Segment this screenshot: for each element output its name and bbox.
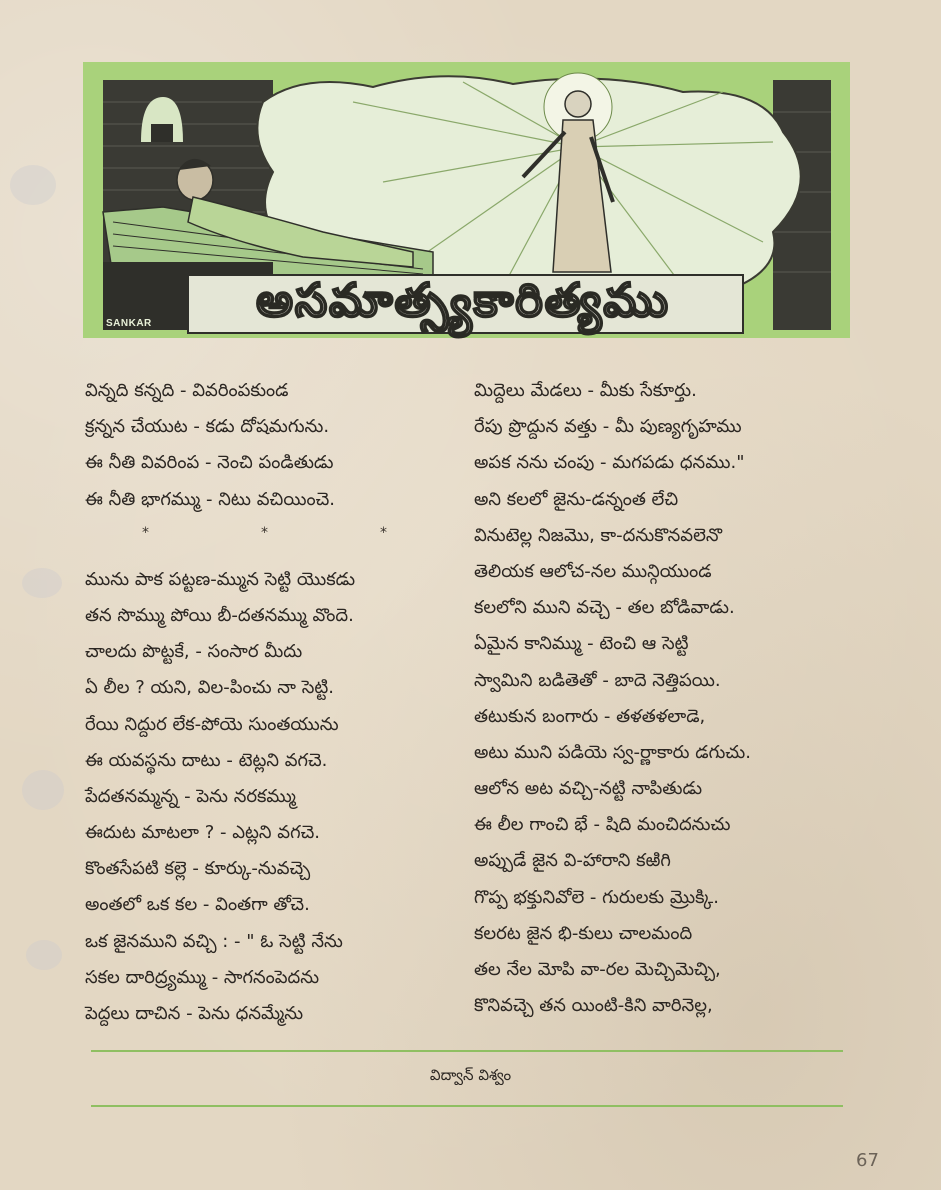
footer-rule-bottom <box>91 1105 843 1107</box>
section-separator <box>142 518 387 548</box>
poem-line: కలలోని ముని వచ్చె - తల బోడివాడు. <box>474 597 735 619</box>
separator-star: * <box>261 524 268 541</box>
poem-line: ఈదుట మాటలా ? - ఎట్లని వగచె. <box>85 822 320 844</box>
poem-left-column <box>85 373 465 1032</box>
paper-stain <box>22 770 64 810</box>
poem-line: మిద్దెలు మేడలు - మీకు సేకూర్తు. <box>474 380 697 401</box>
poem-line: తెలియక ఆలోచ-నల మున్గియుండ <box>474 560 712 582</box>
author-name: విద్వాన్ విశ్వం <box>429 1066 512 1084</box>
poem-line: వినుటెల్ల నిజమొ, కా-దనుకొనవలెనొ <box>474 524 723 546</box>
poem-line: కొంతసేపటి కల్లె - కూర్కు-నువచ్చె <box>85 858 311 880</box>
poem-line: స్వామిని బడితెతో - బాదె నెత్తిపయి. <box>474 669 721 691</box>
poem-line: తటుకున బంగారు - తళతళలాడె, <box>474 705 706 727</box>
poem-line: అప్పుడే జైన వి-హారాని కఱిగి <box>474 850 671 872</box>
poem-line: కొనివచ్చె తన యింటి-కిని వారినెల్ల, <box>474 995 713 1017</box>
separator-star: * <box>380 524 387 541</box>
page-title: అసమాత్స్యకారిత్యము <box>256 273 670 327</box>
poem-line: ఈ యవస్థను దాటు - టెట్లని వగచె. <box>85 749 328 771</box>
poem-line: ఆలోన అట వచ్చి-నట్టి నాపితుడు <box>474 778 703 800</box>
poem-line: అపక నను చంపు - మగపడు ధనము." <box>474 452 745 474</box>
poem-line: ఏమైన కానిమ్ము - టెంచి ఆ సెట్టి <box>474 633 689 655</box>
paper-stain <box>10 165 56 205</box>
poem-line: తల నేల మోపి వా-రల మెచ్చిమెచ్చి, <box>474 959 721 980</box>
footer-rule-top <box>91 1050 843 1052</box>
paper-stain <box>22 568 62 598</box>
poem-line: క్రన్నన చేయుట - కడు దోషమగును. <box>85 416 330 438</box>
poem-line: అటు ముని పడియె స్వ-ర్ణాకారు డగుచు. <box>474 741 751 763</box>
artist-signature: SANKAR <box>106 318 152 329</box>
poem-line: ఒక జైనముని వచ్చి : - " ఓ సెట్టి నేను <box>85 930 343 952</box>
separator-star: * <box>142 524 149 541</box>
poem-line: ఈ నీతి భాగమ్ము - నిటు వచియించె. <box>85 488 336 510</box>
poem-line: కలరట జైన భి-కులు చాలమంది <box>474 922 693 944</box>
poem-line: ఈ లీల గాంచి భే - షిది మంచిదనుచు <box>474 814 731 836</box>
poem-line: పెద్దలు దాచిన - పెను ధనమ్మేను <box>85 1003 304 1024</box>
poem-line: అంతలో ఒక కల - వింతగా తోచె. <box>85 894 310 916</box>
poem-line: అని కలలో జైను-డన్నంత లేచి <box>474 488 679 510</box>
poem-line: తన సొమ్ము పోయి బీ-దతనమ్ము వొందె. <box>85 604 354 626</box>
poem-line: ఈ నీతి వివరింప - నెంచి పండితుడు <box>85 452 334 474</box>
poem-line: ఏ లీల ? యని, విల-పించు నా సెట్టి. <box>85 677 334 699</box>
poem-line: పేదతనమ్మన్న - పెను నరకమ్ము <box>85 785 296 807</box>
poem-right-column <box>474 373 854 1024</box>
title-strip <box>188 273 738 335</box>
paper-stain <box>26 940 62 970</box>
poem-line: మును పాక పట్టణ-మ్మున సెట్టి యొకడు <box>85 568 356 590</box>
page-number: 67 <box>856 1150 879 1171</box>
poem-line: చాలదు పొట్టకే, - సంసార మీదు <box>85 641 303 663</box>
poem-line: విన్నది కన్నది - వివరింపకుండ <box>85 380 289 401</box>
poem-line: రేపు ప్రొద్దున వత్తు - మీ పుణ్యగృహము <box>474 416 742 438</box>
poem-line: గొప్ప భక్తునివోలె - గురులకు మ్రొక్కి. <box>474 886 719 908</box>
poem-line: సకల దారిద్ర్యమ్ము - సాగనంపెదను <box>85 966 320 988</box>
poem-line: రేయి నిద్దుర లేక-పోయె సుంతయును <box>85 713 339 735</box>
